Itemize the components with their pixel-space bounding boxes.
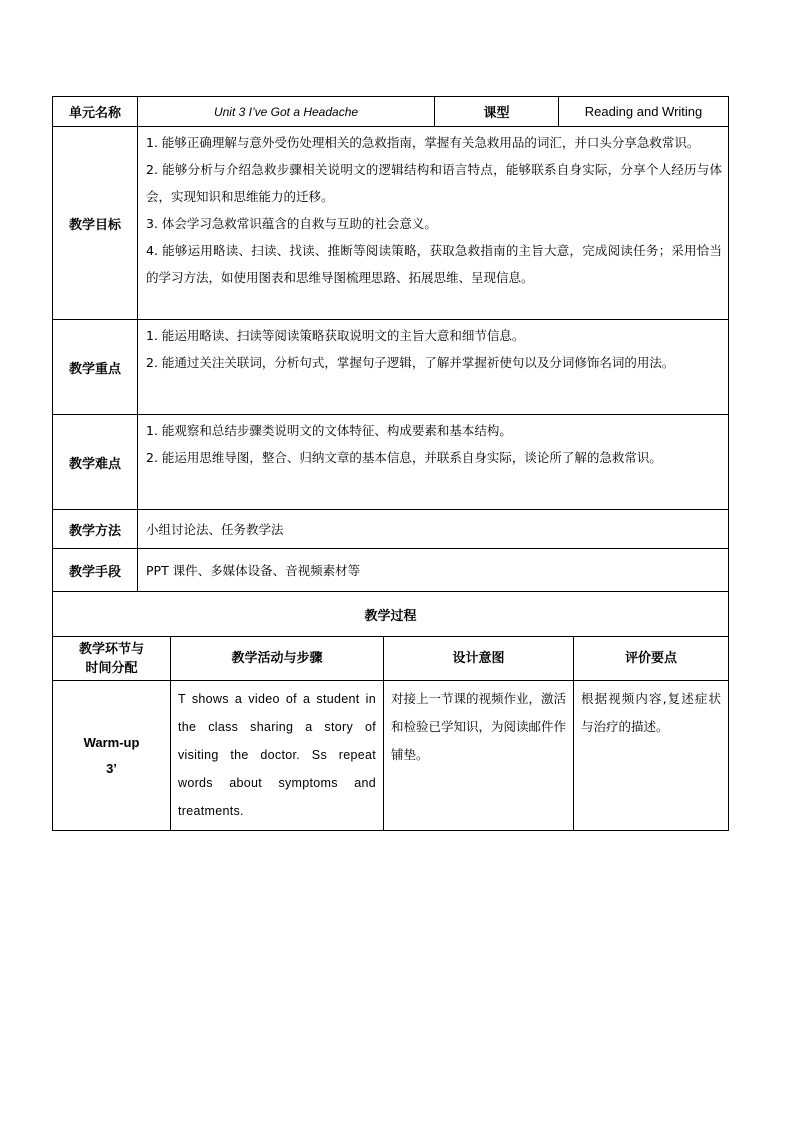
stage-time: 3’	[106, 760, 117, 776]
means-label: 教学手段	[53, 549, 138, 592]
difficulty-item: 1. 能观察和总结步骤类说明文的文体特征、构成要素和基本结构。	[146, 423, 512, 438]
methods-value: 小组讨论法、任务教学法	[138, 510, 729, 549]
stage-header-line: 教学环节与	[78, 641, 144, 657]
lesson-type-value: Reading and Writing	[559, 97, 729, 127]
means-row	[53, 549, 729, 592]
difficulties-row	[53, 415, 729, 510]
process-title: 教学过程	[53, 592, 729, 637]
evaluation-header: 评价要点	[574, 637, 729, 681]
key-point-item: 2. 能通过关注关联词，分析句式，掌握句子逻辑，了解并掌握祈使句以及分词修饰名词的用法。	[146, 355, 675, 370]
objective-item: 2. 能够分析与介绍急救步骤相关说明文的逻辑结构和语言特点，能够联系自身实际，分享个人经历与体会，实现知识和思维能力的迁移。	[146, 162, 722, 204]
activity-cell: T shows a video of a student in the class sharing a story of visiting the doctor. Ss repeat words about symptoms and treatments.	[171, 681, 384, 831]
evaluation-cell: 根据视频内容,复述症状与治疗的描述。	[574, 681, 729, 831]
teaching-process-table	[52, 636, 729, 831]
difficulty-item: 2. 能运用思维导图，整合、归纳文章的基本信息，并联系自身实际，谈论所了解的急救常识。	[146, 450, 662, 465]
objective-item: 1. 能够正确理解与意外受伤处理相关的急救指南，掌握有关急救用品的词汇，并口头分享急救常识。	[146, 135, 700, 150]
objective-item: 4. 能够运用略读、扫读、找读、推断等阅读策略，获取急救指南的主旨大意，完成阅读任务；采用恰当的学习方法，如使用图表和思维导图梳理思路、拓展思维、呈现信息。	[146, 243, 722, 285]
key-points-content	[138, 320, 729, 415]
methods-label: 教学方法	[53, 510, 138, 549]
unit-name-label: 单元名称	[53, 97, 138, 127]
lesson-type-label: 课型	[435, 97, 559, 127]
key-points-row	[53, 320, 729, 415]
key-point-item: 1. 能运用略读、扫读等阅读策略获取说明文的主旨大意和细节信息。	[146, 328, 525, 343]
objective-item: 3. 体会学习急救常识蕴含的自救与互助的社会意义。	[146, 216, 437, 231]
methods-row	[53, 510, 729, 549]
means-value: PPT 课件、多媒体设备、音视频素材等	[138, 549, 729, 592]
activities-header: 教学活动与步骤	[171, 637, 384, 681]
objectives-content	[138, 127, 729, 320]
stage-cell	[53, 681, 171, 831]
objectives-row	[53, 127, 729, 320]
process-title-row	[53, 592, 729, 637]
difficulties-label: 教学难点	[53, 415, 138, 510]
stage-time-header	[53, 637, 171, 681]
objectives-label: 教学目标	[53, 127, 138, 320]
intent-header: 设计意图	[384, 637, 574, 681]
stage-name: Warm-up	[83, 734, 140, 750]
unit-name-value: Unit 3 I’ve Got a Headache	[138, 97, 435, 127]
process-header-row	[53, 637, 729, 681]
table-row	[53, 681, 729, 831]
lesson-info-table	[52, 96, 729, 637]
key-points-label: 教学重点	[53, 320, 138, 415]
unit-row	[53, 97, 729, 127]
difficulties-content	[138, 415, 729, 510]
intent-cell: 对接上一节课的视频作业，激活和检验已学知识，为阅读邮件作铺垫。	[384, 681, 574, 831]
time-header-line: 时间分配	[85, 660, 138, 676]
